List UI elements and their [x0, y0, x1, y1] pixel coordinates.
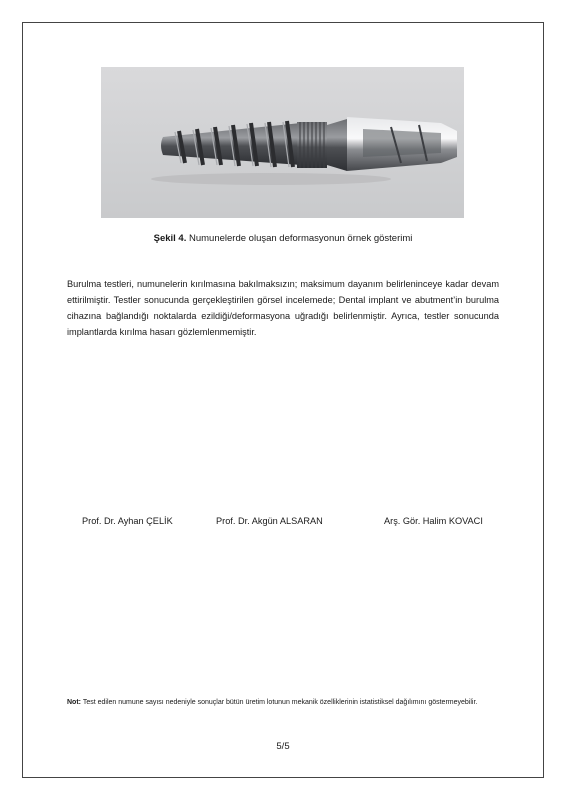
body-paragraph: Burulma testleri, numunelerin kırılmasına bakılmaksızın; maksimum dayanım belirleninceye kadar devam ettirilmiştir. Testler sonucunda gerçekleştirilen görsel incelemede; Dental implant ve abutment’in burulma cihazına bağlandığı noktalarda ezildiği/deformasyona uğradığı belirlenmiştir. Ayrıca, testler sonucunda implantlarda kırılma hasarı gözlemlenmemiştir.: [67, 279, 499, 337]
footnote-label: Not:: [67, 699, 81, 706]
signatory-alsaran: Prof. Dr. Akgün ALSARAN: [216, 516, 323, 526]
dental-implant-image: [101, 67, 464, 218]
footnote: [67, 697, 499, 709]
page-number: 5/5: [276, 741, 290, 752]
figure-caption: [0, 233, 566, 244]
figure-caption-text: Numunelerde oluşan deformasyonun örnek gösterimi: [186, 233, 413, 244]
figure-caption-label: Şekil 4.: [153, 233, 187, 244]
dental-implant-photo: [101, 67, 464, 218]
footnote-text: Test edilen numune sayısı nedeniyle sonuçlar bütün üretim lotunun mekanik özelliklerinin istatistiksel dağılımını göstermeyebilir.: [81, 699, 478, 706]
signatory-celik: Prof. Dr. Ayhan ÇELİK: [82, 516, 173, 526]
signatory-kovaci: Arş. Gör. Halim KOVACI: [384, 516, 483, 526]
